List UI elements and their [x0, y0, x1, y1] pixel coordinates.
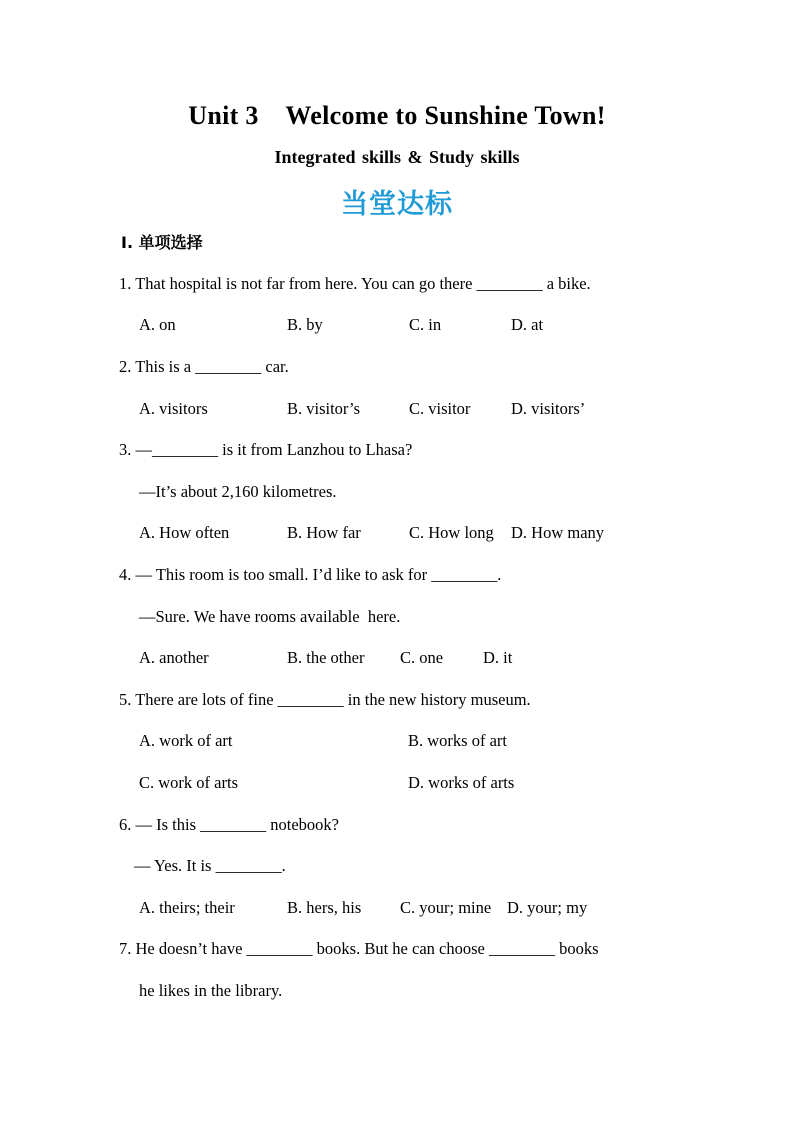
question-4-text: 4. — This room is too small. I’d like to ask for ________. — [119, 565, 502, 584]
exercise-section-label: Ⅰ. 单项选择 — [121, 233, 203, 252]
question-3-answer-line: —It’s about 2,160 kilometres. — [139, 482, 337, 501]
question-1-option-b: B. by — [287, 315, 323, 334]
question-2-option-d: D. visitors’ — [511, 399, 586, 418]
page-title: Unit 3 Welcome to Sunshine Town! — [188, 101, 606, 130]
question-6-option-d: D. your; my — [507, 898, 588, 917]
question-4-answer-line: —Sure. We have rooms available here. — [139, 607, 401, 626]
question-2-option-b: B. visitor’s — [287, 399, 361, 418]
question-3-text: 3. —________ is it from Lanzhou to Lhasa? — [119, 440, 413, 459]
question-5-option-d: D. works of arts — [408, 773, 515, 792]
question-1-option-c: C. in — [409, 315, 442, 334]
question-3-option-d: D. How many — [511, 523, 605, 542]
question-2-option-a: A. visitors — [139, 399, 208, 418]
question-6-option-b: B. hers, his — [287, 898, 362, 917]
question-4-option-a: A. another — [139, 648, 209, 667]
question-1-option-d: D. at — [511, 315, 544, 334]
question-7-text: 7. He doesn’t have ________ books. But he can choose ________ books — [119, 939, 599, 958]
question-4-option-d: D. it — [483, 648, 513, 667]
section-heading: 当堂达标 — [341, 189, 453, 220]
question-6-option-a: A. theirs; their — [139, 898, 235, 917]
question-6-option-c: C. your; mine — [400, 898, 492, 917]
question-1-text: 1. That hospital is not far from here. You can go there ________ a bike. — [119, 274, 591, 293]
question-3-option-a: A. How often — [139, 523, 230, 542]
question-2-option-c: C. visitor — [409, 399, 471, 418]
question-6-text: 6. — Is this ________ notebook? — [119, 815, 339, 834]
question-6-answer-line: — Yes. It is ________. — [134, 856, 286, 875]
question-5-option-c: C. work of arts — [139, 773, 238, 792]
question-1-option-a: A. on — [139, 315, 176, 334]
question-3-option-c: C. How long — [409, 523, 494, 542]
page-subtitle: Integrated skills & Study skills — [274, 147, 520, 167]
question-4-option-c: C. one — [400, 648, 444, 667]
question-5-option-a: A. work of art — [139, 731, 233, 750]
question-5-text: 5. There are lots of fine ________ in the new history museum. — [119, 690, 531, 709]
question-3-option-b: B. How far — [287, 523, 361, 542]
question-5-option-b: B. works of art — [408, 731, 507, 750]
question-2-text: 2. This is a ________ car. — [119, 357, 289, 376]
question-4-option-b: B. the other — [287, 648, 365, 667]
question-7-text-continued: he likes in the library. — [139, 981, 283, 1000]
